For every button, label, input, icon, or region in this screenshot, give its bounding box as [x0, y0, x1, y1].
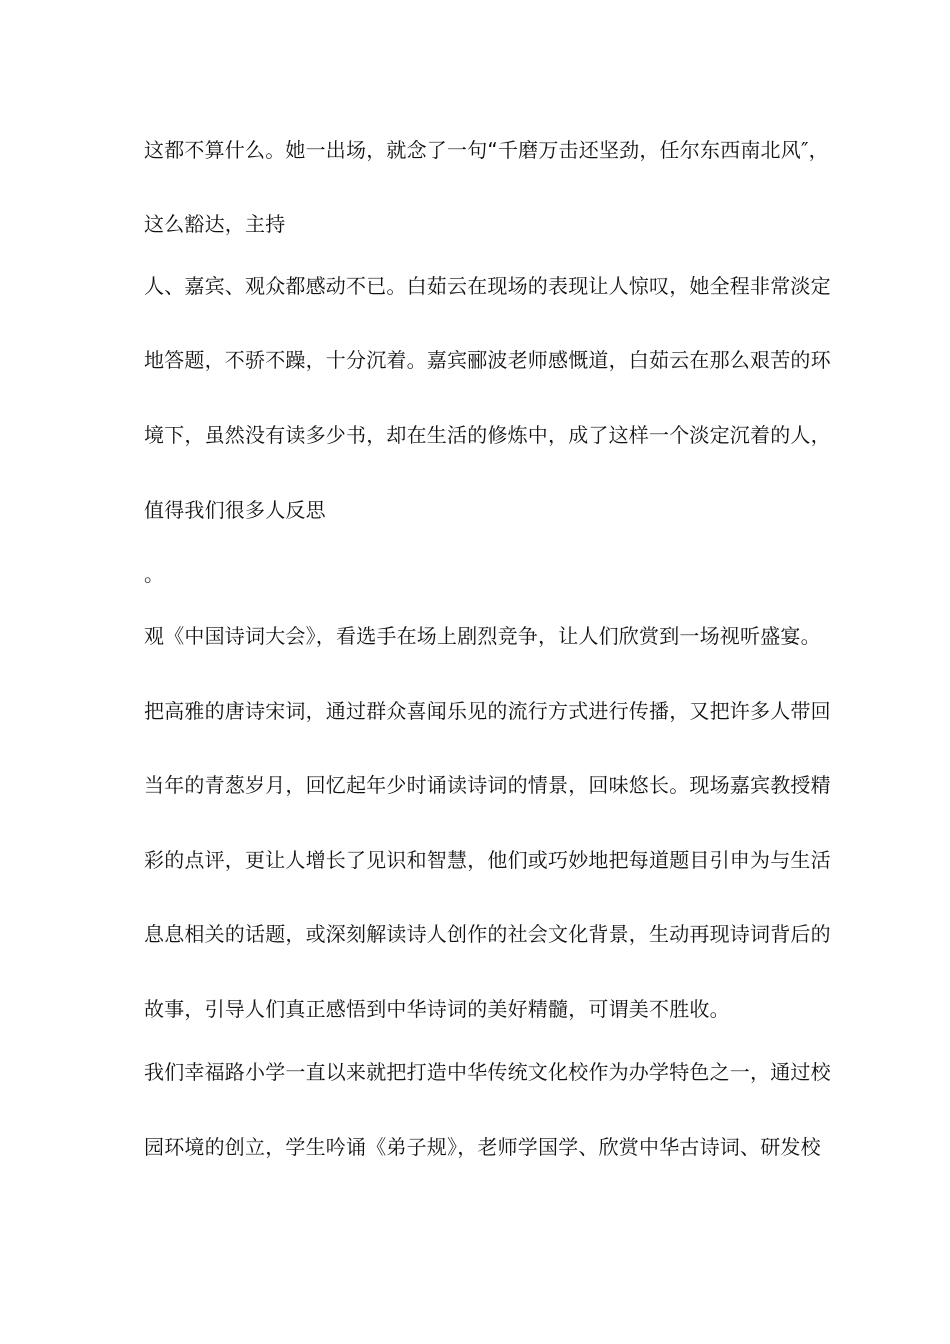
text-line-12: 息息相关的话题，或深刻解读诗人创作的社会文化背景，生动再现诗词背后的	[144, 922, 831, 946]
text-line-11: 彩的点评，更让人增长了见识和智慧，他们或巧妙地把每道题目引申为与生活	[144, 848, 831, 872]
text-line-13: 故事，引导人们真正感悟到中华诗词的美好精髓，可谓美不胜收。	[144, 997, 730, 1021]
text-line-4: 地答题，不骄不躁，十分沉着。嘉宾郦波老师感慨道，白茹云在那么艰苦的环	[144, 348, 831, 372]
text-line-7: 。	[144, 562, 165, 586]
text-line-1: 这都不算什么。她一出场，就念了一句“千磨万击还坚劲，任尔东西南北风″，	[144, 138, 829, 162]
text-line-10: 当年的青葱岁月，回忆起年少时诵读诗词的情景，回味悠长。现场嘉宾教授精	[144, 773, 831, 797]
text-line-14: 我们幸福路小学一直以来就把打造中华传统文化校作为办学特色之一，通过校	[144, 1060, 831, 1084]
text-line-6: 值得我们很多人反思	[144, 498, 326, 522]
text-line-3: 人、嘉宾、观众都感动不已。白茹云在现场的表现让人惊叹，她全程非常淡定	[144, 274, 831, 298]
text-line-8: 观《中国诗词大会》，看选手在场上剧烈竞争，让人们欣赏到一场视听盛宴。	[144, 624, 821, 648]
text-line-15: 园环境的创立，学生吟诵《弟子规》，老师学国学、欣赏中华古诗词、研发校	[144, 1135, 821, 1159]
text-line-5: 境下，虽然没有读多少书，却在生活的修炼中，成了这样一个淡定沉着的人，	[144, 423, 831, 447]
text-line-2: 这么豁达，主持	[144, 212, 286, 236]
text-line-9: 把高雅的唐诗宋词，通过群众喜闻乐见的流行方式进行传播，又把许多人带回	[144, 699, 831, 723]
